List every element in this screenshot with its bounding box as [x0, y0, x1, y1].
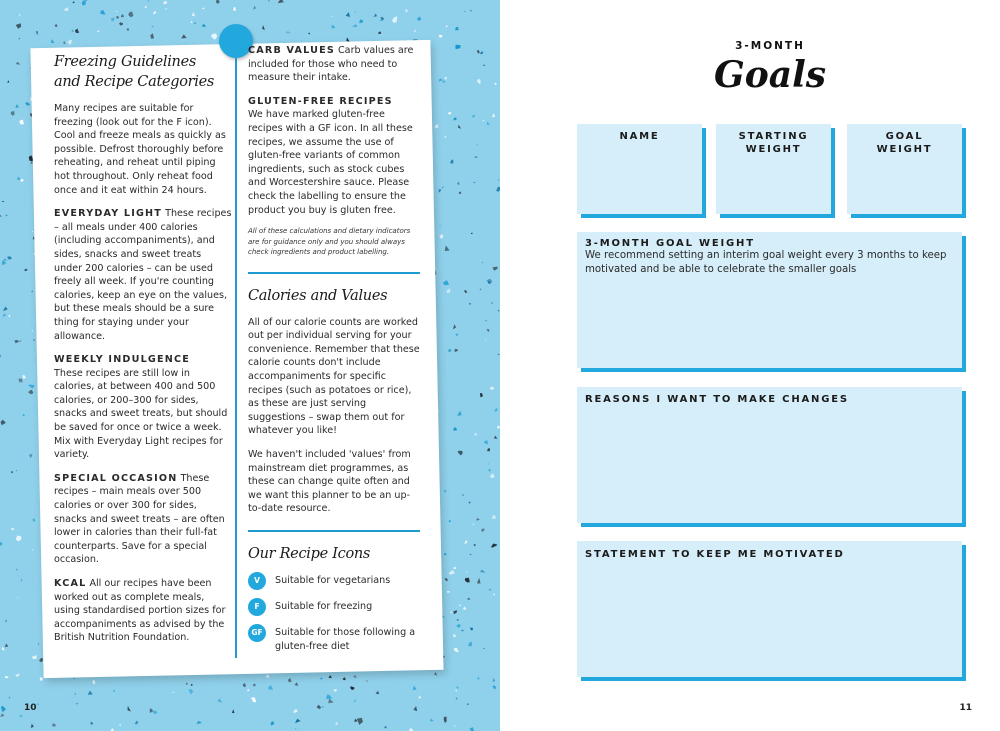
vegetarian-label: Suitable for vegetarians	[275, 574, 391, 586]
three-month-goal-text: We recommend setting an interim goal weight every 3 months to keep motivated and be able to celebrate the smaller goals	[585, 250, 947, 275]
guidance-note: All of these calculations and dietary indicators are for guidance only and you should always check ingredients and product labelling.	[248, 227, 411, 257]
special-occasion-heading: SPECIAL OCCASION	[54, 472, 178, 484]
freezing-intro: Many recipes are suitable for freezing (look out for the F icon). Cool and freeze meals as quickly as possible. Defrost thoroughly before reheating, and reheat until piping hot throughout. Only reheat food once and it eat within 24 hours.	[54, 103, 226, 196]
icons-title: Our Recipe Icons	[248, 545, 371, 562]
statement-label: STATEMENT TO KEEP ME MOTIVATED	[585, 549, 845, 560]
gluten-free-label: Suitable for those following a gluten-free diet	[275, 626, 416, 652]
reasons-box[interactable]	[577, 387, 962, 523]
gluten-free-icon: GF	[248, 624, 266, 642]
kcal-text: All our recipes have been worked out as complete meals, using standardised portion sizes for accompaniments as advised by the British Nutrition Foundation.	[54, 578, 226, 644]
goals-subtitle: 3-MONTH	[735, 40, 805, 52]
weekly-indulgence-section	[54, 353, 232, 462]
reasons-label: REASONS I WANT TO MAKE CHANGES	[585, 394, 849, 405]
starting-weight-box[interactable]	[716, 124, 831, 214]
divider-1	[248, 272, 420, 274]
everyday-light-heading: EVERYDAY LIGHT	[54, 208, 163, 220]
goal-weight-label: GOAL WEIGHT	[876, 131, 933, 155]
column-divider	[235, 58, 237, 658]
weekly-indulgence-text: These recipes are still low in calories, at between 400 and 500 calories, or 200–300 for sides, snacks and sweet treats, but should be saved for once or twice a week. Mix with Everyday Light recipes for variety.	[54, 367, 228, 461]
freezing-title	[54, 52, 232, 92]
kcal-heading: KCAL	[54, 578, 87, 589]
vegetarian-icon: V	[248, 572, 266, 590]
everyday-light-section	[54, 207, 232, 343]
page-number-left: 10	[24, 703, 37, 713]
three-month-goal-box[interactable]	[577, 232, 962, 368]
goal-weight-box[interactable]	[847, 124, 962, 214]
gluten-free-section	[248, 95, 420, 217]
icon-item-freezing	[248, 600, 420, 616]
freezing-icon: F	[248, 598, 266, 616]
divider-2	[248, 530, 420, 532]
calories-paragraph-1: All of our calorie counts are worked out per individual serving for your convenience. Remember that these calorie counts don't include accompaniments for specific recipes (such as potatoes or rice), as these are just serving suggestions – swap them out for whatever you like!	[248, 316, 420, 437]
right-page	[500, 0, 1000, 731]
carb-values-section	[248, 44, 420, 85]
freezing-title-line1: Freezing Guidelines	[54, 54, 197, 70]
freezing-title-line2: and Recipe Categories	[54, 74, 215, 90]
icon-item-gluten-free	[248, 626, 420, 653]
carb-values-heading: CARB VALUES	[248, 45, 335, 56]
calories-paragraph-2: We haven't included 'values' from mainstream diet programmes, as these can change quite often and we want this planner to be an up-to-date resource.	[248, 448, 411, 515]
statement-box[interactable]	[577, 541, 962, 677]
left-column	[54, 48, 232, 645]
gluten-free-heading: GLUTEN-FREE RECIPES	[248, 95, 393, 107]
name-label: NAME	[619, 131, 660, 142]
everyday-light-text: These recipes – all meals under 400 calories (including accompaniments), and sides, snacks and sweet treats under 200 calories – can be used freely all week. If you're counting calories, keep an eye on the values, but these meals should be a sure thing for staying under your allowance.	[54, 208, 232, 342]
page-number-right: 11	[959, 703, 972, 713]
info-card-content	[42, 45, 428, 662]
weekly-indulgence-heading: WEEKLY INDULGENCE	[54, 354, 190, 366]
right-column	[248, 45, 420, 653]
calories-title: Calories and Values	[248, 287, 388, 304]
starting-weight-label: STARTING WEIGHT	[738, 131, 809, 155]
kcal-section	[54, 577, 232, 645]
name-box[interactable]	[577, 124, 702, 214]
icon-item-vegetarian	[248, 574, 420, 590]
special-occasion-text: These recipes – main meals over 500 calories or over 300 for sides, snacks and sweet treats – are often lower in calories than their full-fat counterparts. Save for a special occasion.	[54, 472, 225, 566]
three-month-goal-label: 3-MONTH GOAL WEIGHT	[585, 238, 755, 249]
goals-title: Goals	[713, 54, 827, 96]
freezing-label: Suitable for freezing	[275, 600, 373, 612]
carb-values-text: Carb values are included for those who need to measure their intake.	[248, 45, 414, 84]
special-occasion-section	[54, 472, 232, 567]
gluten-free-text: We have marked gluten-free recipes with a GF icon. In all these recipes, we assume the use of gluten-free variants of common ingredients, such as stock cubes and Worcestershire sauce. Please check the labelling to ensure the product you buy is gluten free.	[248, 109, 413, 216]
